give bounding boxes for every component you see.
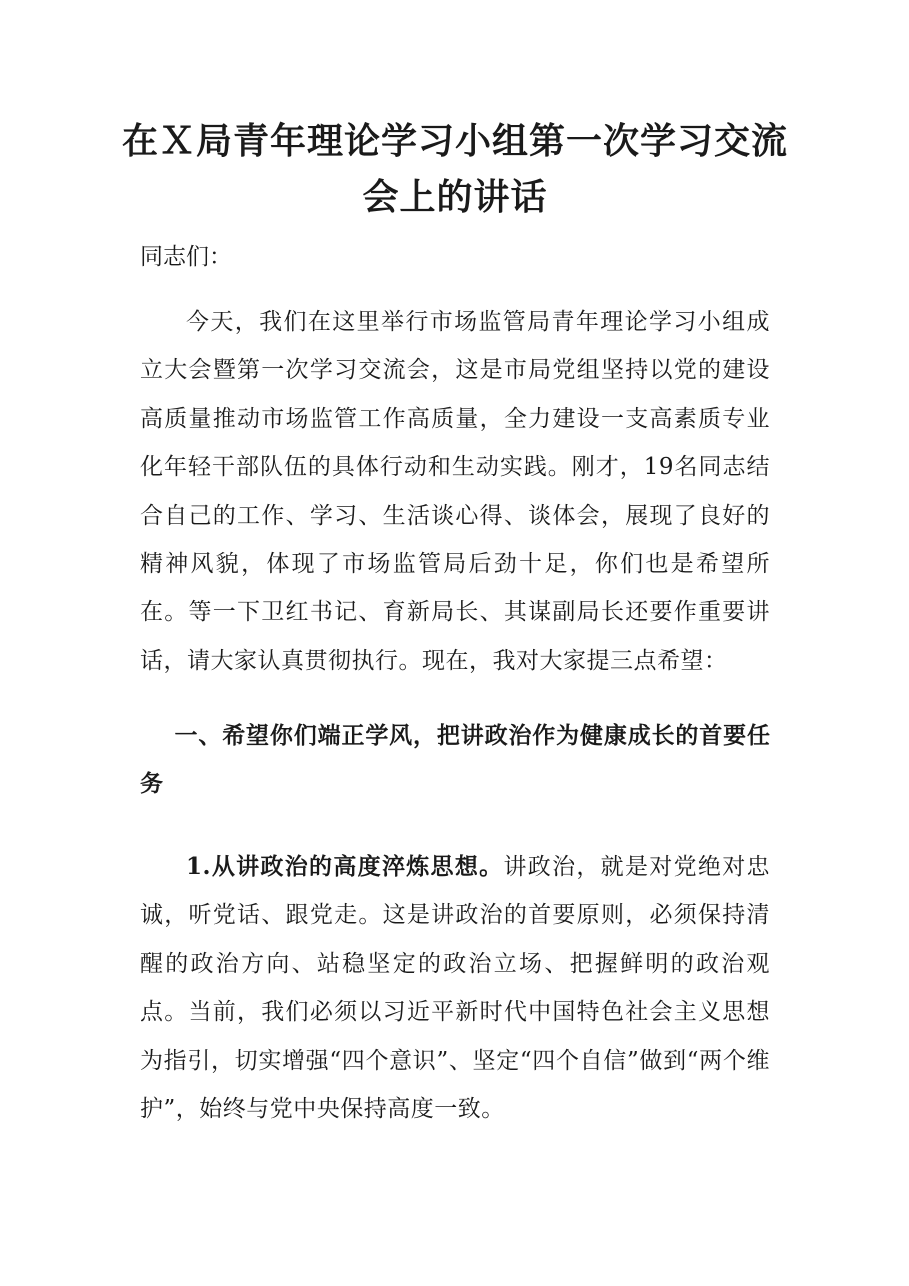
subsection-text: 讲政治，就是对党绝对忠诚，听党话、跟党走。这是讲政治的首要原则，必须保持清醒的政治方向、站稳坚定的政治立场、把握鲜明的政治观点。当前，我们必须以习近平新时代中国特色社会主义思想为指引，切实增强“四个意识”、坚定“四个自信”做到“两个维护”，始终与党中央保持高度一致。 [140,854,771,1123]
section-heading: 一、希望你们端正学风，把讲政治作为健康成长的首要任务 [140,722,770,797]
subsection-lead: 1.从讲政治的高度淬炼思想。 [186,853,504,880]
body-paragraph: 今天，我们在这里举行市场监管局青年理论学习小组成立大会暨第一次学习交流会，这是市局党组坚持以党的建设高质量推动市场监管工作高质量，全力建设一支高素质专业化年轻干部队伍的具体行动和生动实践。刚才，19名同志结合自己的工作、学习、生活谈心得、谈体会，展现了良好的精神风貌，体现了市场监管局后劲十足，你们也是希望所在。等一下卫红书记、育新局长、其谋副局长还要作重要讲话，请大家认真贯彻执行。现在，我对大家提三点希望： [140,309,770,674]
document-title: 在Ｘ局青年理论学习小组第一次学习交流会上的讲话 [121,120,788,218]
salutation: 同志们： [140,244,232,270]
subsection-paragraph [140,843,770,1133]
